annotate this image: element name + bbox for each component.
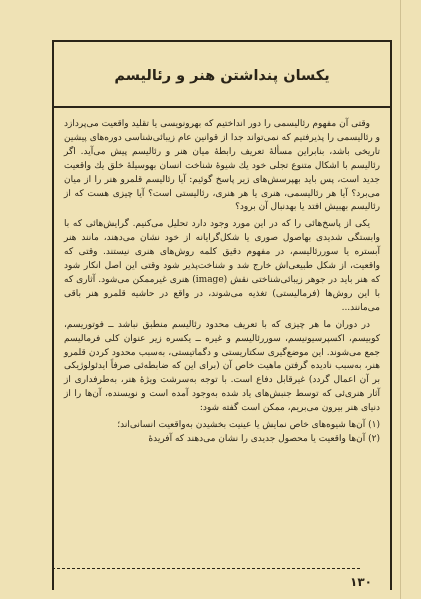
text-frame — [52, 40, 392, 590]
paragraph-1: وقتی آن مفهوم رئالیسمی را دور انداختیم که بهرونویسی یا تقلید واقعیت می‌پردازد و رئالیسمی را پذیرفتیم که نمی‌تواند جدا از قوانین عام زیبائی‌شناسی دوره‌های پیشین تاریخی باشد، بنابراین مسألهٔ تعریف رابطهٔ میان هنر و رئالیسم پیش می‌آید. اگر رئالیسم با اشکال متنوع تجلی خود یك شیوهٔ شناخت انسان بهوسیلهٔ خلق یك واقعیت جدید است، پس باید بهپرسش‌های زیر پاسخ گوئیم: آیا رئالیسم قلمرو هنر را از میان می‌برد؟ آیا هر رئالیسمی، هنری یا هر هنری، رئالیستی است؟ آیا چیزی هست که از رئالیسم بهبیش افتد یا بهدنبال آن برود؟ — [64, 119, 380, 213]
list-item-2: (۲) آن‌ها واقعیت یا محصول جدیدی را نشان می‌دهند که آفریدهٔ — [148, 433, 380, 444]
chapter-title: یکسان پنداشتن هنر و رئالیسم — [114, 68, 330, 84]
list-item-1: (۱) آن‌ها شیوه‌های خاص نمایش یا عینیت بخشیدن به‌واقعیت انسانی‌اند؛ — [117, 420, 380, 431]
paragraph-2: یکی از پاسخ‌هائی را که در این مورد وجود دارد تحلیل می‌کنیم. گرایش‌هائی که با وابستگی شدیدی بهاصول صوری یا شکل‌گرایانه از خود نشان می‌دهند، مانند هنر آبستره یا سوررئالیسم، در مفهوم دقیق کلمه روش‌های هنری نیستند. وقتی که واقعیت، از شکل طبیعی‌اش خارج شد و شناخت‌پذیر شود وقتی این اصل انکار شود که هنر باید در جوهر زیبائی‌شناختی نقش (image) هنری غیرممکن می‌شود. آثاری که با این روش‌ها (فرمالیستی) تغذیه می‌شوند، در واقع در حاشیه قلمرو هنر باقی می‌مانند... — [64, 219, 380, 313]
body-text — [64, 118, 380, 447]
footer-rule — [52, 568, 360, 570]
paragraph-3: در دوران ما هر چیزی که با تعریف محدود رئالیسم منطبق نباشد ــ فوتوریسم، کوبیسم، اکسپرسیونیسم، سوررئالیسم و غیره ــ یکسره زیر عنوان کلی فرمالیسم جمع می‌شوند. این موضع‌گیری سکتاریستی و دگماتیستی، به‌سبب محدود کردن قلمرو هنر، به‌سبب نادیده گرفتن ماهیت خاص آن (برای این که ضابطه‌ئی صرفاً ایدئولوژیکی بر آن اعمال گردد) غیرقابل دفاع است. با توجه به‌سرشت ویژهٔ هنر، به‌طرفداری از آثار هنری‌ئی که توسط جنبش‌های یاد شده به‌وجود آمده است و نویسنده، آن‌ها را از دنیای هنر بیرون می‌بریم، ممکن است گفته شود: — [64, 319, 380, 414]
page-number: ۱۳۰ — [350, 575, 372, 589]
page-edge-line — [400, 0, 401, 599]
title-box — [54, 42, 390, 108]
